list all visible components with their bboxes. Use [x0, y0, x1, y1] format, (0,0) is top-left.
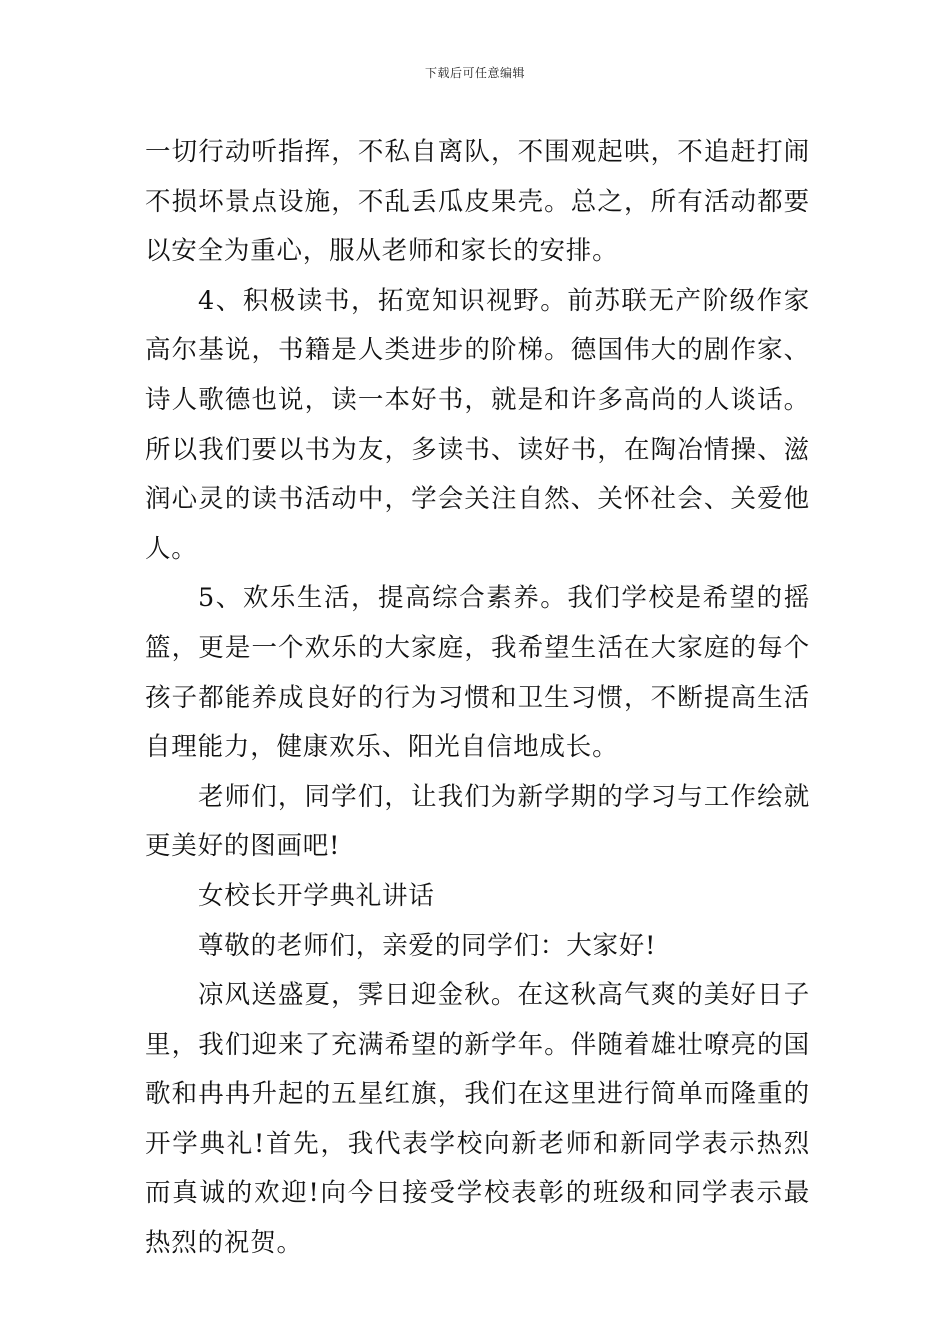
paragraph-happy-life: 5、欢乐生活，提高综合素养。我们学校是希望的摇篮，更是一个欢乐的大家庭，我希望生活在大家庭的每个孩子都能养成良好的行为习惯和卫生习惯，不断提高生活自理能力，健康欢乐、阳光自信地成长。 — [145, 583, 810, 763]
speech-title: 女校长开学典礼讲话 — [198, 880, 435, 911]
speech-greeting: 尊敬的老师们，亲爱的同学们：大家好! — [198, 930, 657, 961]
paragraph-welcome: 凉风送盛夏，霁日迎金秋。在这秋高气爽的美好日子里，我们迎来了充满希望的新学年。伴随着雄壮嘹亮的国歌和冉冉升起的五星红旗，我们在这里进行简单而隆重的开学典礼!首先，我代表学校向新老师和新同学表示热烈而真诚的欢迎!向今日接受学校表彰的班级和同学表示最热烈的祝贺。 — [145, 980, 810, 1259]
paragraph-reading: 4、积极读书，拓宽知识视野。前苏联无产阶级作家高尔基说，书籍是人类进步的阶梯。德国伟大的剧作家、诗人歌德也说，读一本好书，就是和许多高尚的人谈话。所以我们要以书为友，多读书、读好书，在陶冶情操、滋润心灵的读书活动中，学会关注自然、关怀社会、关爱他人。 — [145, 285, 810, 564]
document-body — [145, 128, 810, 1269]
paragraph-closing: 老师们，同学们，让我们为新学期的学习与工作绘就更美好的图画吧! — [145, 781, 810, 862]
page-header-note: 下载后可任意编辑 — [424, 66, 525, 80]
paragraph-safety: 一切行动听指挥，不私自离队，不围观起哄，不追赶打闹不损坏景点设施，不乱丢瓜皮果壳。总之，所有活动都要以安全为重心，服从老师和家长的安排。 — [145, 137, 810, 267]
